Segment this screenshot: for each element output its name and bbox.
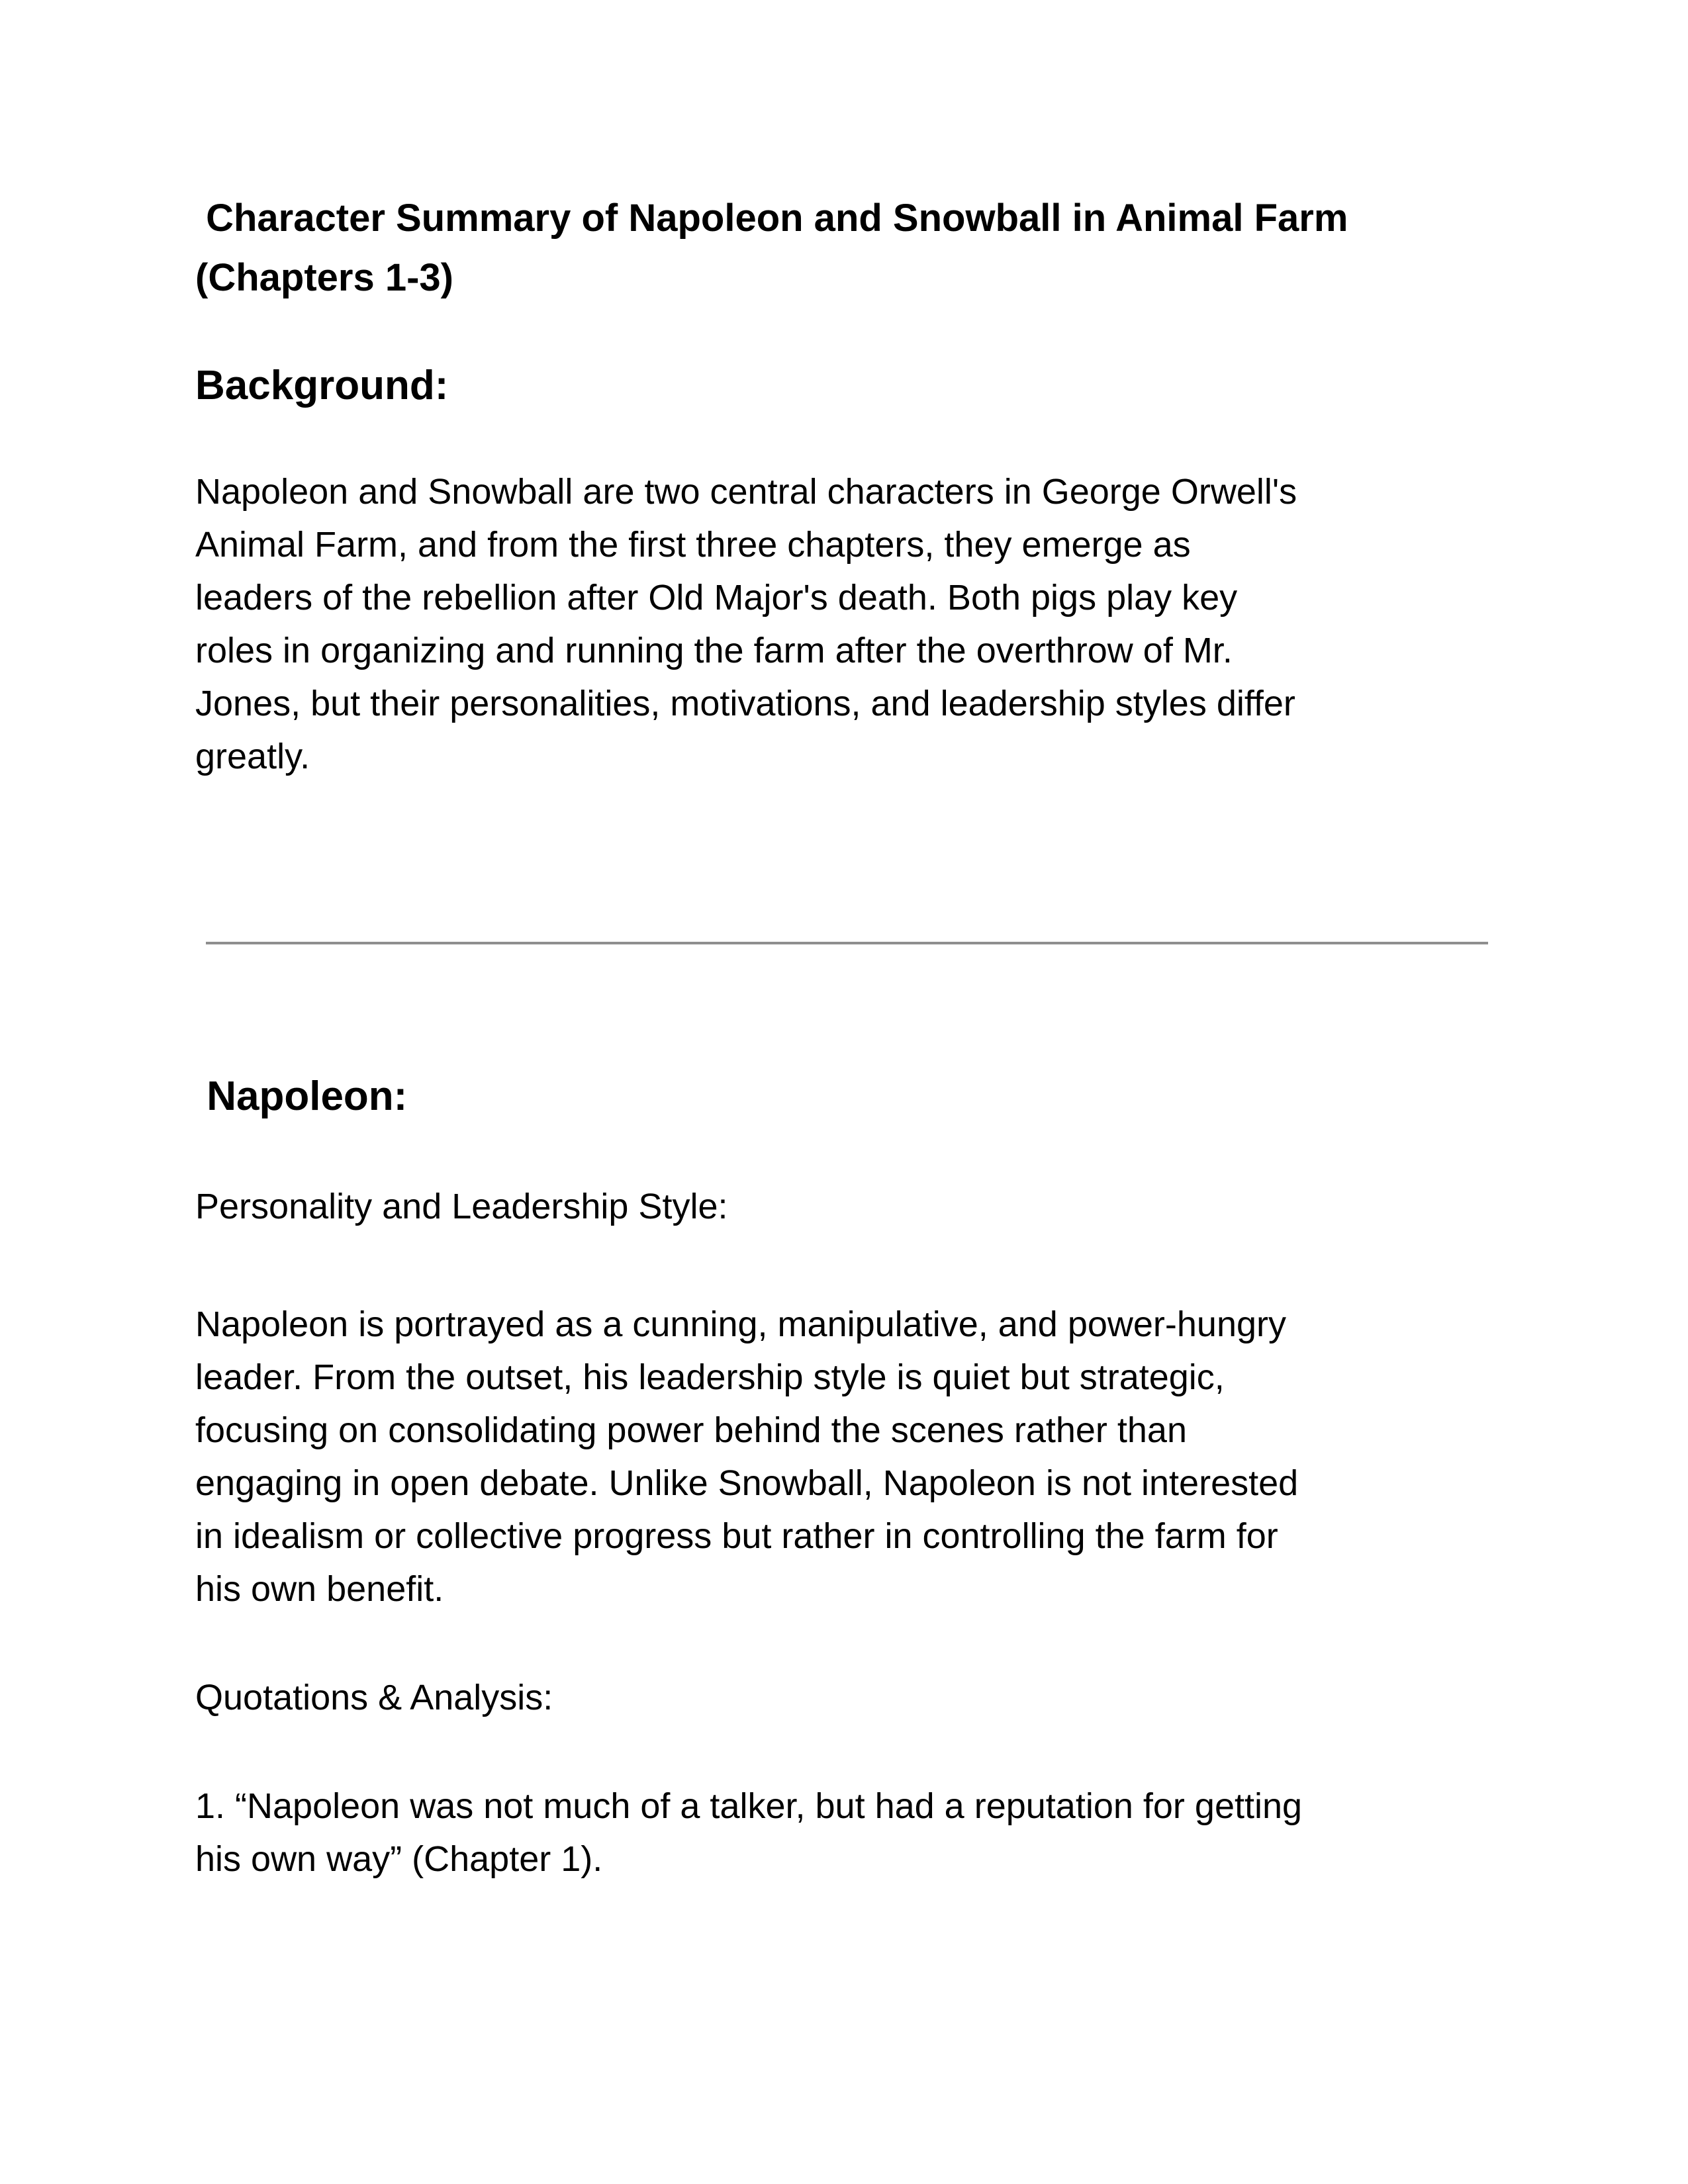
- quotation-1-line: his own way” (Chapter 1).: [195, 1839, 603, 1879]
- napoleon-paragraph-line: focusing on consolidating power behind the scenes rather than: [195, 1410, 1187, 1450]
- napoleon-paragraph: [195, 1298, 1496, 1615]
- background-heading: Background:: [195, 363, 449, 408]
- background-paragraph: [195, 465, 1496, 783]
- background-paragraph-line: greatly.: [195, 737, 310, 776]
- background-paragraph-line: Animal Farm, and from the first three chapters, they emerge as: [195, 525, 1191, 565]
- quotations-heading: Quotations & Analysis:: [195, 1678, 553, 1717]
- quotation-1: [195, 1780, 1496, 1886]
- document-title-line-1: Character Summary of Napoleon and Snowball in Animal Farm: [195, 197, 1348, 240]
- napoleon-paragraph-line: leader. From the outset, his leadership style is quiet but strategic,: [195, 1357, 1225, 1397]
- napoleon-paragraph-line: in idealism or collective progress but rather in controlling the farm for: [195, 1516, 1278, 1556]
- napoleon-paragraph-line: Napoleon is portrayed as a cunning, manipulative, and power-hungry: [195, 1304, 1287, 1344]
- napoleon-paragraph-line: his own benefit.: [195, 1569, 444, 1609]
- quotation-1-line: 1. “Napoleon was not much of a talker, but had a reputation for getting: [195, 1786, 1303, 1826]
- background-paragraph-line: Jones, but their personalities, motivations, and leadership styles differ: [195, 684, 1295, 723]
- horizontal-divider: [206, 942, 1488, 944]
- napoleon-paragraph-line: engaging in open debate. Unlike Snowball, Napoleon is not interested: [195, 1463, 1299, 1503]
- document-content: [0, 189, 1688, 1886]
- background-paragraph-line: Napoleon and Snowball are two central characters in George Orwell's: [195, 472, 1297, 512]
- background-paragraph-line: roles in organizing and running the farm after the overthrow of Mr.: [195, 631, 1233, 670]
- document-title-line-2: (Chapters 1-3): [195, 256, 453, 299]
- personality-subheading: Personality and Leadership Style:: [195, 1187, 728, 1226]
- background-paragraph-line: leaders of the rebellion after Old Major's death. Both pigs play key: [195, 578, 1238, 617]
- document-title: [195, 189, 1496, 308]
- napoleon-heading: Napoleon:: [195, 1073, 408, 1119]
